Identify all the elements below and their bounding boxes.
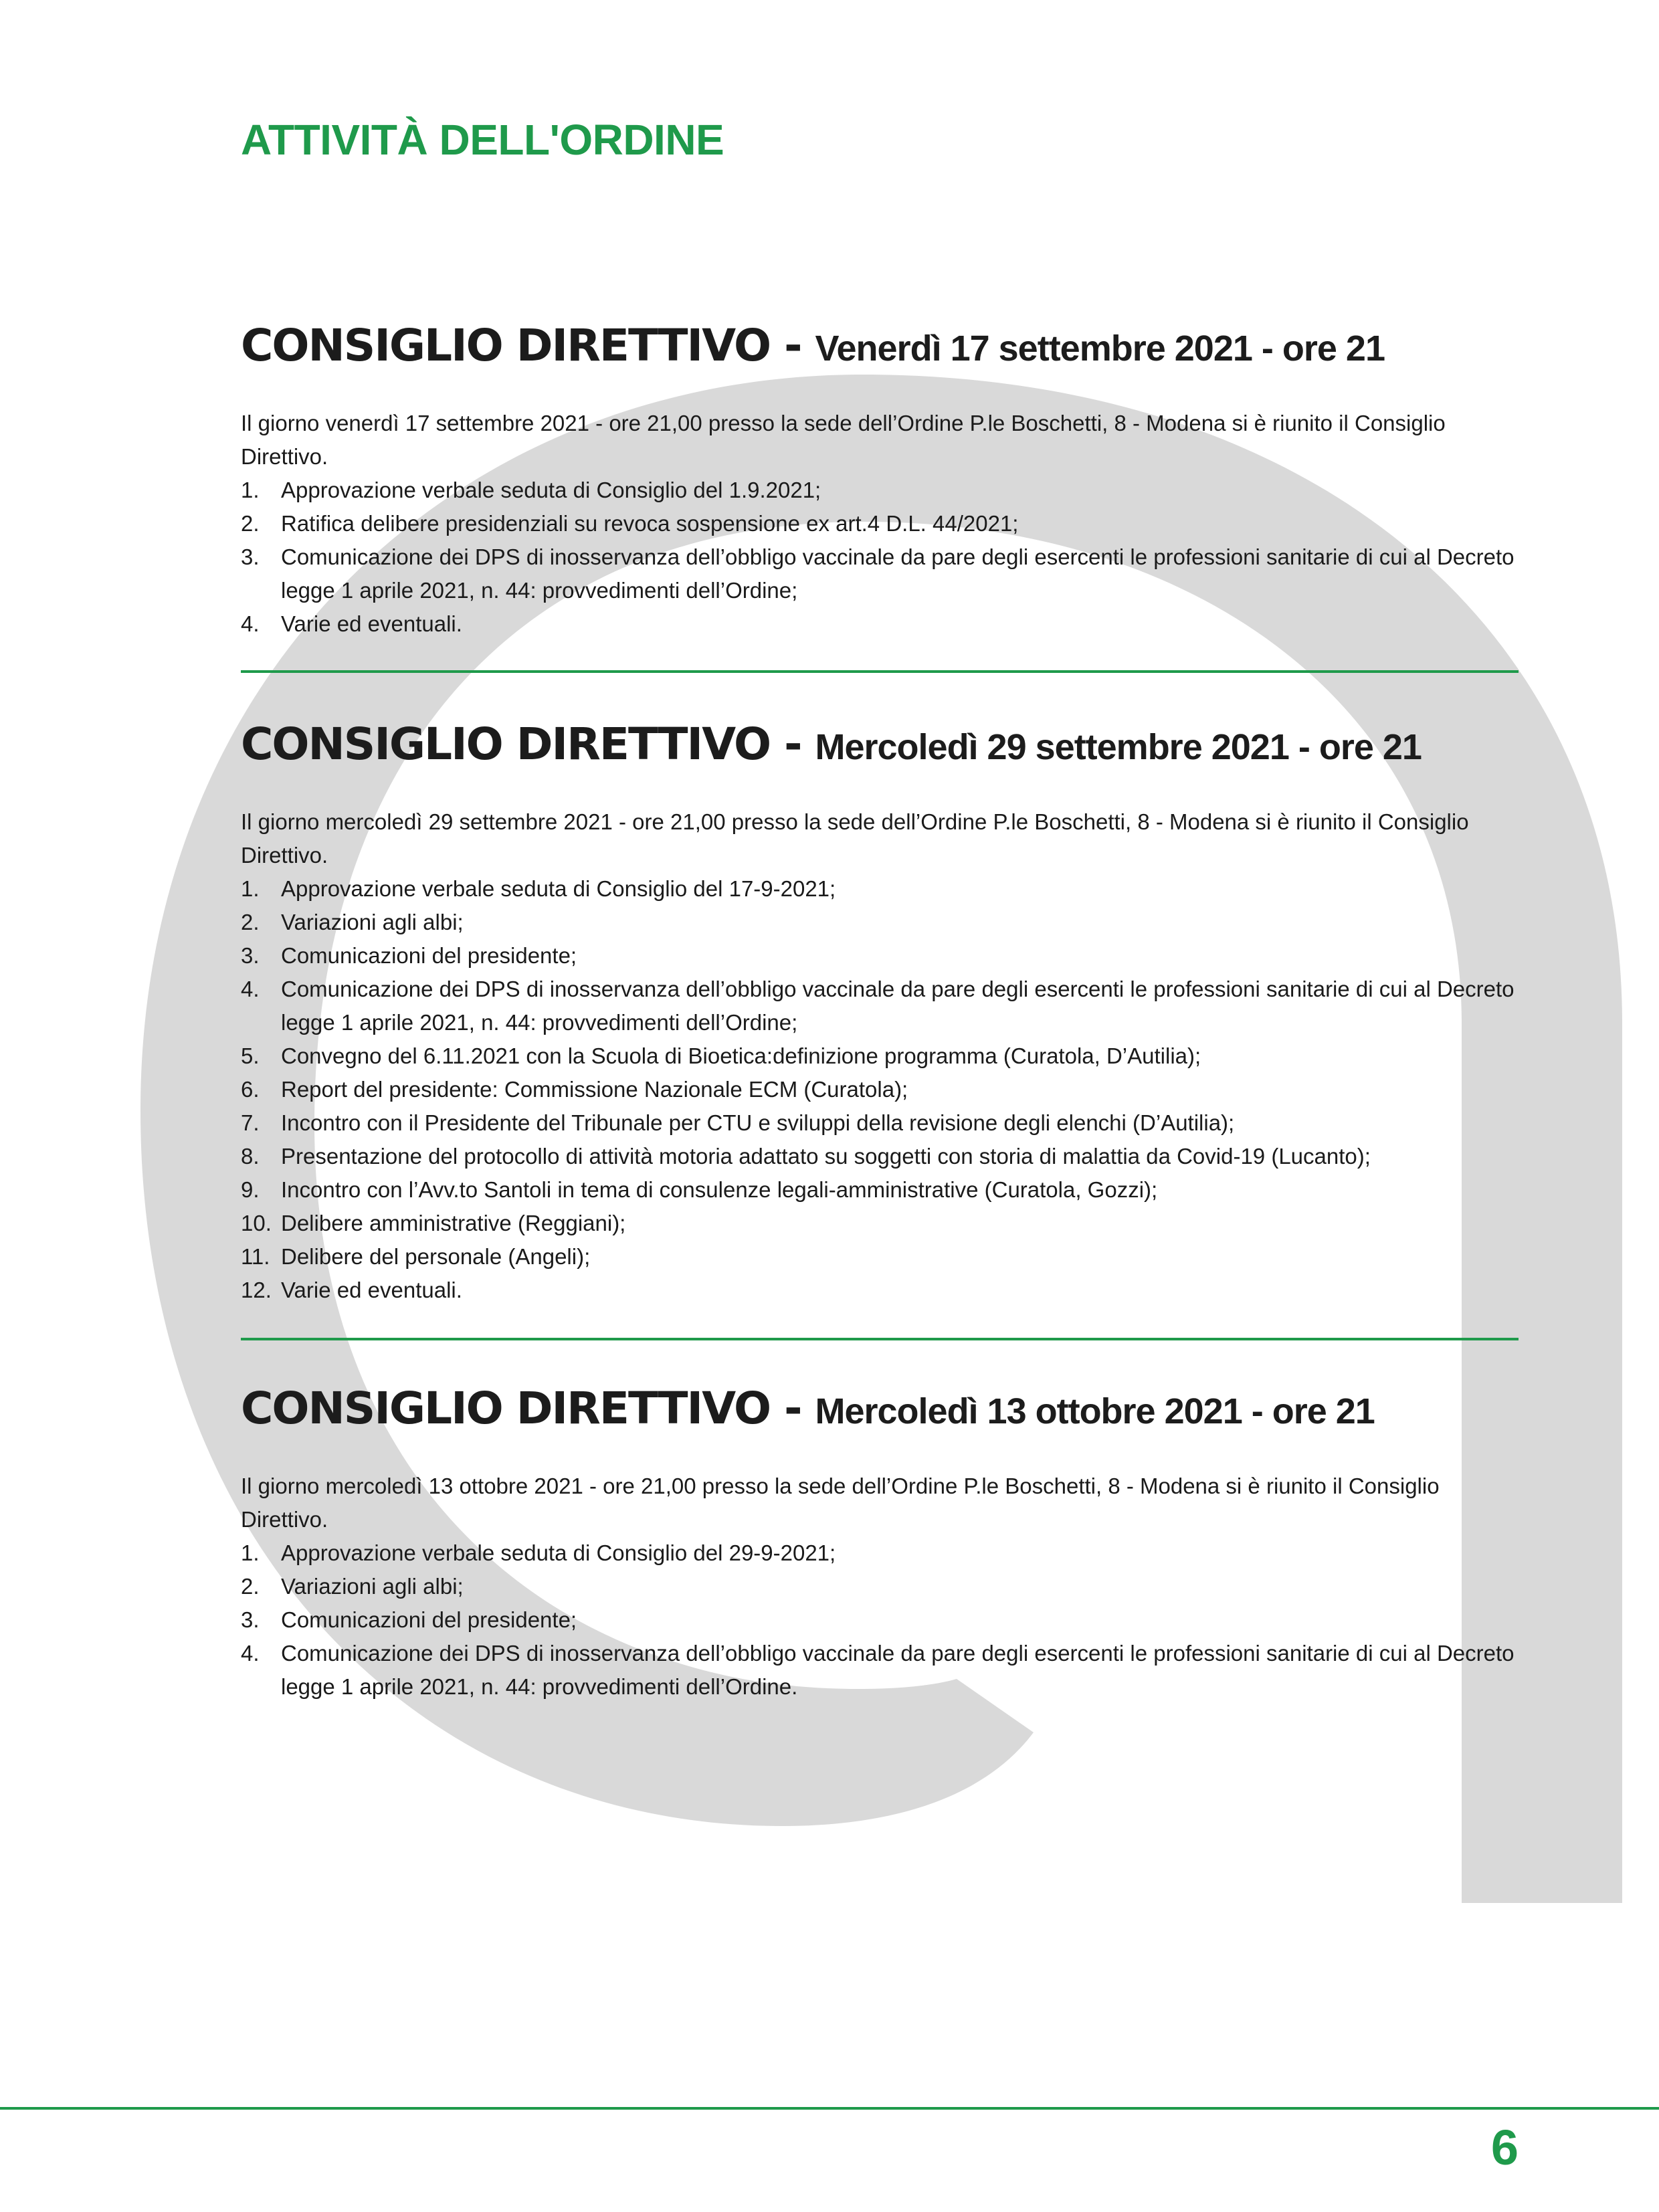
item-text: Delibere amministrative (Reggiani); bbox=[281, 1211, 626, 1235]
item-number: 11. bbox=[241, 1244, 270, 1269]
list-item bbox=[241, 607, 1519, 641]
list-item bbox=[241, 540, 1519, 607]
item-text: Varie ed eventuali. bbox=[281, 1278, 462, 1302]
item-number: 4. bbox=[241, 977, 260, 1001]
item-text: Approvazione verbale seduta di Consiglio del 1.9.2021; bbox=[281, 478, 821, 502]
item-text: Comunicazione dei DPS di inosservanza dell’obbligo vaccinale da pare degli esercenti le professioni sanitarie di cui al Decreto legge 1 aprile 2021, n. 44: provvedimenti dell’Ordine; bbox=[281, 544, 1515, 603]
item-text: Incontro con l’Avv.to Santoli in tema di consulenze legali-amministrative (Curatola, Gozzi); bbox=[281, 1177, 1158, 1202]
list-item bbox=[241, 906, 1519, 939]
item-number: 1. bbox=[241, 478, 260, 502]
section-intro: Il giorno mercoledì 13 ottobre 2021 - ore 21,00 presso la sede dell’Ordine P.le Boschetti, 8 - Modena si è riunito il Consiglio Direttivo. bbox=[241, 1474, 1440, 1532]
item-number: 1. bbox=[241, 1540, 260, 1565]
item-text: Ratifica delibere presidenziali su revoca sospensione ex art.4 D.L. 44/2021; bbox=[281, 511, 1019, 536]
section-date: Venerdì 17 settembre 2021 - ore 21 bbox=[815, 328, 1385, 369]
item-number: 2. bbox=[241, 511, 260, 536]
item-number: 2. bbox=[241, 910, 260, 934]
section-date: Mercoledì 13 ottobre 2021 - ore 21 bbox=[815, 1391, 1375, 1431]
item-number: 12. bbox=[241, 1278, 272, 1302]
section-title-label: CONSIGLIO DIRETTIVO - bbox=[241, 718, 815, 770]
item-text: Convegno del 6.11.2021 con la Scuola di Bioetica:definizione programma (Curatola, D’Autilia); bbox=[281, 1043, 1201, 1068]
section-title-label: CONSIGLIO DIRETTIVO - bbox=[241, 320, 815, 371]
page-number: 6 bbox=[1490, 2120, 1519, 2175]
item-number: 10. bbox=[241, 1211, 272, 1235]
item-text: Approvazione verbale seduta di Consiglio del 17-9-2021; bbox=[281, 876, 836, 901]
meeting-section-2 bbox=[241, 718, 1519, 1307]
section-divider bbox=[241, 1338, 1519, 1340]
item-number: 4. bbox=[241, 1641, 260, 1666]
list-item bbox=[241, 474, 1519, 507]
item-text: Presentazione del protocollo di attività motoria adattato su soggetti con storia di malattia da Covid-19 (Lucanto); bbox=[281, 1144, 1371, 1169]
list-item bbox=[241, 1274, 1519, 1307]
section-title bbox=[241, 320, 1519, 371]
item-text: Comunicazioni del presidente; bbox=[281, 943, 577, 968]
item-text: Comunicazione dei DPS di inosservanza dell’obbligo vaccinale da pare degli esercenti le professioni sanitarie di cui al Decreto legge 1 aprile 2021, n. 44: provvedimenti dell’Ordine. bbox=[281, 1641, 1515, 1699]
agenda-list bbox=[241, 1536, 1519, 1704]
list-item bbox=[241, 1039, 1519, 1073]
item-text: Variazioni agli albi; bbox=[281, 1574, 464, 1599]
item-text: Approvazione verbale seduta di Consiglio del 29-9-2021; bbox=[281, 1540, 836, 1565]
list-item bbox=[241, 1603, 1519, 1637]
list-item bbox=[241, 1073, 1519, 1106]
section-title bbox=[241, 1383, 1519, 1434]
item-number: 4. bbox=[241, 611, 260, 636]
section-title-label: CONSIGLIO DIRETTIVO - bbox=[241, 1383, 815, 1434]
item-number: 6. bbox=[241, 1077, 260, 1102]
item-number: 7. bbox=[241, 1110, 260, 1135]
item-text: Comunicazioni del presidente; bbox=[281, 1607, 577, 1632]
list-item bbox=[241, 1140, 1519, 1173]
item-text: Incontro con il Presidente del Tribunale per CTU e sviluppi della revisione degli elenchi (D’Autilia); bbox=[281, 1110, 1235, 1135]
meeting-section-3 bbox=[241, 1383, 1519, 1704]
item-text: Comunicazione dei DPS di inosservanza dell’obbligo vaccinale da pare degli esercenti le professioni sanitarie di cui al Decreto legge 1 aprile 2021, n. 44: provvedimenti dell’Ordine; bbox=[281, 977, 1515, 1035]
section-divider bbox=[241, 670, 1519, 673]
list-item bbox=[241, 1106, 1519, 1140]
item-number: 9. bbox=[241, 1177, 260, 1202]
item-number: 3. bbox=[241, 544, 260, 569]
item-number: 1. bbox=[241, 876, 260, 901]
agenda-list bbox=[241, 872, 1519, 1307]
item-number: 8. bbox=[241, 1144, 260, 1169]
list-item bbox=[241, 939, 1519, 973]
list-item bbox=[241, 872, 1519, 906]
list-item bbox=[241, 1173, 1519, 1207]
item-text: Varie ed eventuali. bbox=[281, 611, 462, 636]
section-date: Mercoledì 29 settembre 2021 - ore 21 bbox=[815, 727, 1422, 767]
agenda-list bbox=[241, 474, 1519, 641]
list-item bbox=[241, 507, 1519, 540]
meeting-section-1 bbox=[241, 320, 1519, 641]
footer-divider bbox=[0, 2107, 1659, 2110]
section-intro: Il giorno venerdì 17 settembre 2021 - ore 21,00 presso la sede dell’Ordine P.le Boschetti, 8 - Modena si è riunito il Consiglio Direttivo. bbox=[241, 411, 1446, 469]
item-number: 5. bbox=[241, 1043, 260, 1068]
list-item bbox=[241, 1536, 1519, 1570]
section-intro: Il giorno mercoledì 29 settembre 2021 - ore 21,00 presso la sede dell’Ordine P.le Boschetti, 8 - Modena si è riunito il Consiglio Direttivo. bbox=[241, 809, 1469, 868]
item-number: 3. bbox=[241, 1607, 260, 1632]
list-item bbox=[241, 1637, 1519, 1704]
list-item bbox=[241, 1207, 1519, 1240]
item-text: Report del presidente: Commissione Nazionale ECM (Curatola); bbox=[281, 1077, 908, 1102]
item-text: Variazioni agli albi; bbox=[281, 910, 464, 934]
page-title: ATTIVITÀ DELL'ORDINE bbox=[241, 116, 724, 164]
list-item bbox=[241, 1570, 1519, 1603]
section-title bbox=[241, 718, 1519, 770]
item-text: Delibere del personale (Angeli); bbox=[281, 1244, 591, 1269]
list-item bbox=[241, 973, 1519, 1039]
item-number: 2. bbox=[241, 1574, 260, 1599]
item-number: 3. bbox=[241, 943, 260, 968]
list-item bbox=[241, 1240, 1519, 1274]
